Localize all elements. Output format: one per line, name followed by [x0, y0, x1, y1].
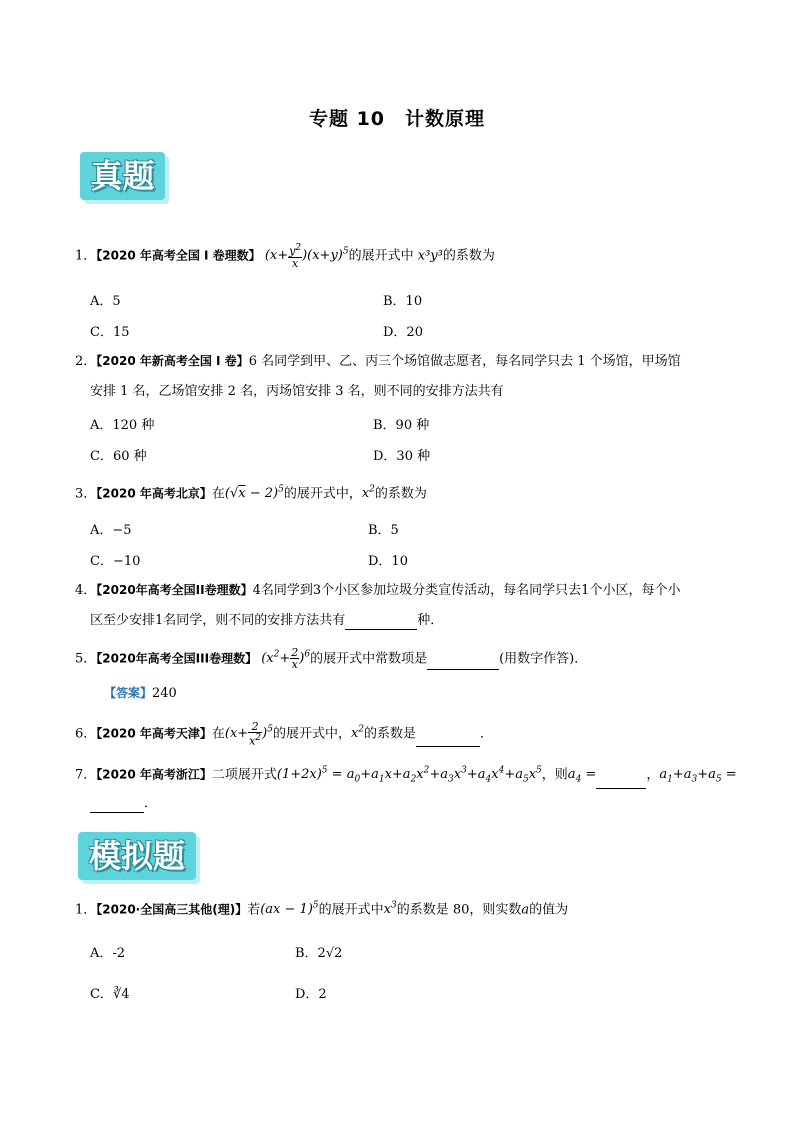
question-number: 1． [75, 248, 97, 264]
question-2 [75, 352, 681, 371]
question-source: 【2020年高考全国II卷理数】 [96, 583, 253, 597]
answer-blank [90, 799, 144, 813]
text: 的展开式中， [272, 726, 351, 742]
expression: (ax − 1)$^5$ [260, 901, 319, 918]
option-b: B．2√2 [295, 946, 343, 961]
question-4 [75, 581, 680, 600]
question-number: 1． [75, 902, 97, 918]
question-7-line2 [90, 795, 157, 813]
term: $a_4$ = [567, 767, 597, 785]
option-a: A．5 [90, 294, 121, 309]
text: ，则 [541, 767, 568, 783]
text: 的系数为 [374, 486, 427, 502]
question-source: 【2020年高考全国III卷理数】 [96, 651, 258, 666]
option-b: B．90 种 [373, 418, 430, 433]
answer-blank [345, 616, 417, 630]
question-6 [75, 721, 493, 747]
question-number: 7． [75, 767, 97, 783]
question-source: 【2020 年高考北京】 [96, 486, 212, 501]
text: 的展开式中 [348, 248, 414, 264]
term: a [521, 902, 530, 918]
text: 的系数是 80，则实数 [396, 902, 522, 918]
option-d: D．20 [383, 325, 423, 340]
question-5 [75, 646, 587, 670]
section-badge-real-exam: 真题 [80, 152, 165, 200]
option-c: C．15 [90, 325, 130, 340]
text: 4名同学到3个小区参加垃圾分类宣传活动，每名同学只去1个小区，每个小 [252, 583, 681, 598]
question-number: 5． [75, 651, 97, 667]
option-c: C．60 种 [90, 449, 147, 464]
text: 在 [211, 726, 225, 742]
text: ． [144, 796, 158, 811]
question-number: 4． [75, 583, 97, 598]
question-number: 3． [75, 486, 97, 502]
option-d: D．30 种 [373, 449, 431, 464]
text: 的展开式中 [318, 902, 384, 918]
question-number: 6． [75, 726, 97, 742]
answer-blank [596, 775, 646, 789]
answer-label: 【答案】 [104, 686, 153, 700]
term: $x^3$ [383, 901, 397, 918]
answer-blank [416, 733, 480, 747]
question-source: 【2020 年新高考全国 I 卷】 [96, 354, 249, 368]
option-d: D．10 [368, 554, 408, 569]
text: (用数字作答)． [499, 651, 588, 667]
question-source: 【2020 年高考全国 I 卷理数】 [96, 248, 261, 263]
expression: ($x^2+$ $\frac{2}{x}$ )$^6$ [261, 646, 311, 672]
term: $x^2$ [350, 725, 365, 742]
option-d: D．2 [295, 987, 327, 1002]
text: 的值为 [529, 902, 569, 918]
answer-blank [427, 656, 499, 670]
text: 若 [247, 902, 261, 918]
expression: (x+ $\frac{y^2}{x}$ )$(x+y)^5$ [264, 243, 349, 270]
text: 在 [211, 486, 225, 502]
text: 6 名同学到甲、乙、丙三个场馆做志愿者，每名同学只去 1 个场馆，甲场馆 [248, 354, 681, 369]
question-source: 【2020 年高考浙江】 [96, 767, 212, 782]
text: 的展开式中， [283, 486, 362, 502]
answer-line [104, 684, 177, 703]
option-c: C．−10 [90, 554, 141, 569]
question-number: 2． [75, 354, 97, 369]
term: x³y³ [417, 248, 443, 264]
text: 的系数为 [442, 248, 495, 264]
answer-value: 240 [152, 686, 177, 701]
text: 种． [417, 613, 444, 628]
text: 的系数是 [364, 726, 417, 742]
term: $x^2$ [361, 485, 375, 502]
expression: (x+ $\frac{2}{x^2}$ )$^5$ [224, 720, 273, 748]
page-title: 专题 10 计数原理 [308, 108, 486, 130]
option-a: A．-2 [90, 946, 126, 961]
question-7: 7．【2020 年高考浙江】二项展开式$(1+2x)^5 = a_0+a_1x+a_2x^2+a_3x^3+a_4x^4+a_5x^5$，则$a_4$ = ，$a_1+a_3+a_5$ = [75, 762, 737, 789]
text: 二项展开式 [211, 767, 277, 783]
question-4-line2 [90, 612, 443, 630]
term: $a_1+a_3+a_5$ = [659, 767, 737, 785]
option-c: C．∛4 [90, 987, 130, 1002]
question-1 [75, 243, 495, 269]
question-3 [75, 481, 427, 503]
option-b: B．10 [383, 294, 423, 309]
expression: $(1+2x)^5 = a_0+a_1x+a_2x^2+a_3x^3+a_4x^4+a_5x^5$ [276, 766, 542, 785]
mock-question-1 [75, 897, 568, 919]
option-a: A．120 种 [90, 418, 155, 433]
option-a: A．−5 [90, 523, 132, 538]
question-source: 【2020 年高考天津】 [96, 726, 212, 741]
text: 区至少安排1名同学，则不同的安排方法共有 [90, 613, 346, 628]
question-2-line2: 安排 1 名，乙场馆安排 2 名，丙场馆安排 3 名，则不同的安排方法共有 [90, 384, 504, 399]
text: ． [480, 726, 494, 742]
expression: $(√x - 2)^5$ [224, 485, 284, 502]
section-badge-mock-exam: 模拟题 [78, 832, 196, 880]
option-b: B．5 [368, 523, 399, 538]
question-source: 【2020·全国高三其他(理)】 [96, 902, 248, 917]
text: 的展开式中常数项是 [310, 651, 428, 667]
